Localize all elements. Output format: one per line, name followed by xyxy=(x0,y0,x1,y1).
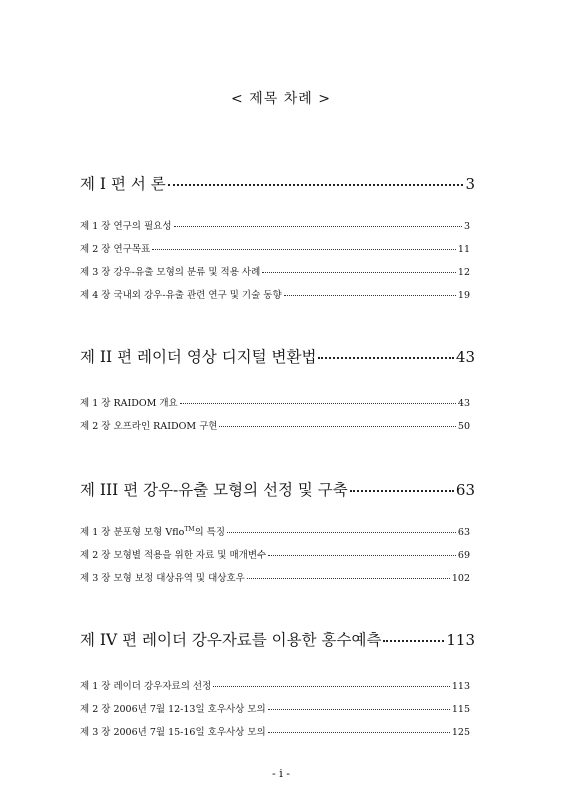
part-3-entry[interactable] xyxy=(80,478,475,500)
leader-dots xyxy=(168,183,464,186)
chapter-page-number: 63 xyxy=(457,527,470,538)
part-label: 제 IV 편 레이더 강우자료를 이용한 홍수예측 xyxy=(80,631,382,649)
chapter-entry[interactable] xyxy=(80,547,470,561)
chapter-page-number: 50 xyxy=(457,421,470,432)
part-label: 제 III 편 강우-유출 모형의 선정 및 구축 xyxy=(80,481,348,499)
leader-dots xyxy=(180,402,456,404)
chapter-entry[interactable] xyxy=(80,395,470,409)
part-label: 제 II 편 레이더 영상 디지털 변환법 xyxy=(80,348,317,366)
chapter-entry[interactable] xyxy=(80,524,470,538)
part-1-entry[interactable] xyxy=(80,172,475,194)
chapter-label: 제 3 장 모형 보정 대상유역 및 대상호우 xyxy=(80,573,245,584)
chapter-entry[interactable] xyxy=(80,570,470,584)
chapter-page-number: 125 xyxy=(451,727,470,738)
chapter-page-number: 11 xyxy=(457,244,470,255)
chapter-entry[interactable] xyxy=(80,218,470,232)
chapter-label xyxy=(80,524,225,538)
chapter-label: 제 3 장 2006년 7월 15-16일 호우사상 모의 xyxy=(80,727,266,738)
chapter-label: 제 4 장 국내외 강우-유출 관련 연구 및 기술 동향 xyxy=(80,290,282,301)
chapter-page-number: 43 xyxy=(457,398,470,409)
toc-title: < 제목 차례 > xyxy=(231,91,331,107)
chapter-entry[interactable] xyxy=(80,264,470,278)
chapter-page-number: 19 xyxy=(457,290,470,301)
part-page-number: 113 xyxy=(446,631,475,649)
leader-dots xyxy=(350,489,454,492)
leader-dots xyxy=(219,425,455,427)
leader-dots xyxy=(213,685,450,687)
chapter-label: 제 2 장 모형별 적용을 위한 자료 및 매개변수 xyxy=(80,550,267,561)
part-label: 제 I 편 서 론 xyxy=(80,175,166,193)
leader-dots xyxy=(318,356,453,359)
chapter-entry[interactable] xyxy=(80,418,470,432)
chapter-entry[interactable] xyxy=(80,724,470,738)
leader-dots xyxy=(268,731,450,733)
leader-dots xyxy=(227,531,456,533)
leader-dots xyxy=(284,294,456,296)
chapter-label: 제 1 장 RAIDOM 개요 xyxy=(80,398,178,409)
chapter-label: 제 1 장 연구의 필요성 xyxy=(80,221,172,232)
part-page-number: 63 xyxy=(455,481,475,499)
page-number-footer: - i - xyxy=(272,767,290,780)
leader-dots xyxy=(383,639,444,642)
chapter-label: 제 3 장 강우-유출 모형의 분류 및 적용 사례 xyxy=(80,267,261,278)
chapter-page-number: 115 xyxy=(451,704,470,715)
chapter-label: 제 2 장 오프라인 RAIDOM 구현 xyxy=(80,421,218,432)
trademark-superscript: TM xyxy=(184,525,195,533)
leader-dots xyxy=(152,248,456,250)
leader-dots xyxy=(247,577,450,579)
chapter-label-suffix: 의 특징 xyxy=(194,527,226,538)
chapter-entry[interactable] xyxy=(80,287,470,301)
chapter-label-main: 제 1 장 분포형 모형 Vflo xyxy=(80,527,185,538)
leader-dots xyxy=(174,225,462,227)
chapter-page-number: 3 xyxy=(463,221,470,232)
chapter-label: 제 2 장 2006년 7월 12-13일 호우사상 모의 xyxy=(80,704,266,715)
chapter-entry[interactable] xyxy=(80,701,470,715)
leader-dots xyxy=(262,271,456,273)
chapter-entry[interactable] xyxy=(80,678,470,692)
chapter-page-number: 12 xyxy=(457,267,470,278)
part-2-entry[interactable] xyxy=(80,345,475,367)
part-4-entry[interactable] xyxy=(80,628,475,650)
chapter-entry[interactable] xyxy=(80,241,470,255)
leader-dots xyxy=(268,554,456,556)
part-page-number: 3 xyxy=(465,175,475,193)
chapter-page-number: 102 xyxy=(451,573,470,584)
part-page-number: 43 xyxy=(455,348,475,366)
chapter-page-number: 69 xyxy=(457,550,470,561)
chapter-page-number: 113 xyxy=(451,681,470,692)
leader-dots xyxy=(268,708,450,710)
chapter-label: 제 1 장 레이더 강우자료의 선정 xyxy=(80,681,212,692)
chapter-label: 제 2 장 연구목표 xyxy=(80,244,151,255)
